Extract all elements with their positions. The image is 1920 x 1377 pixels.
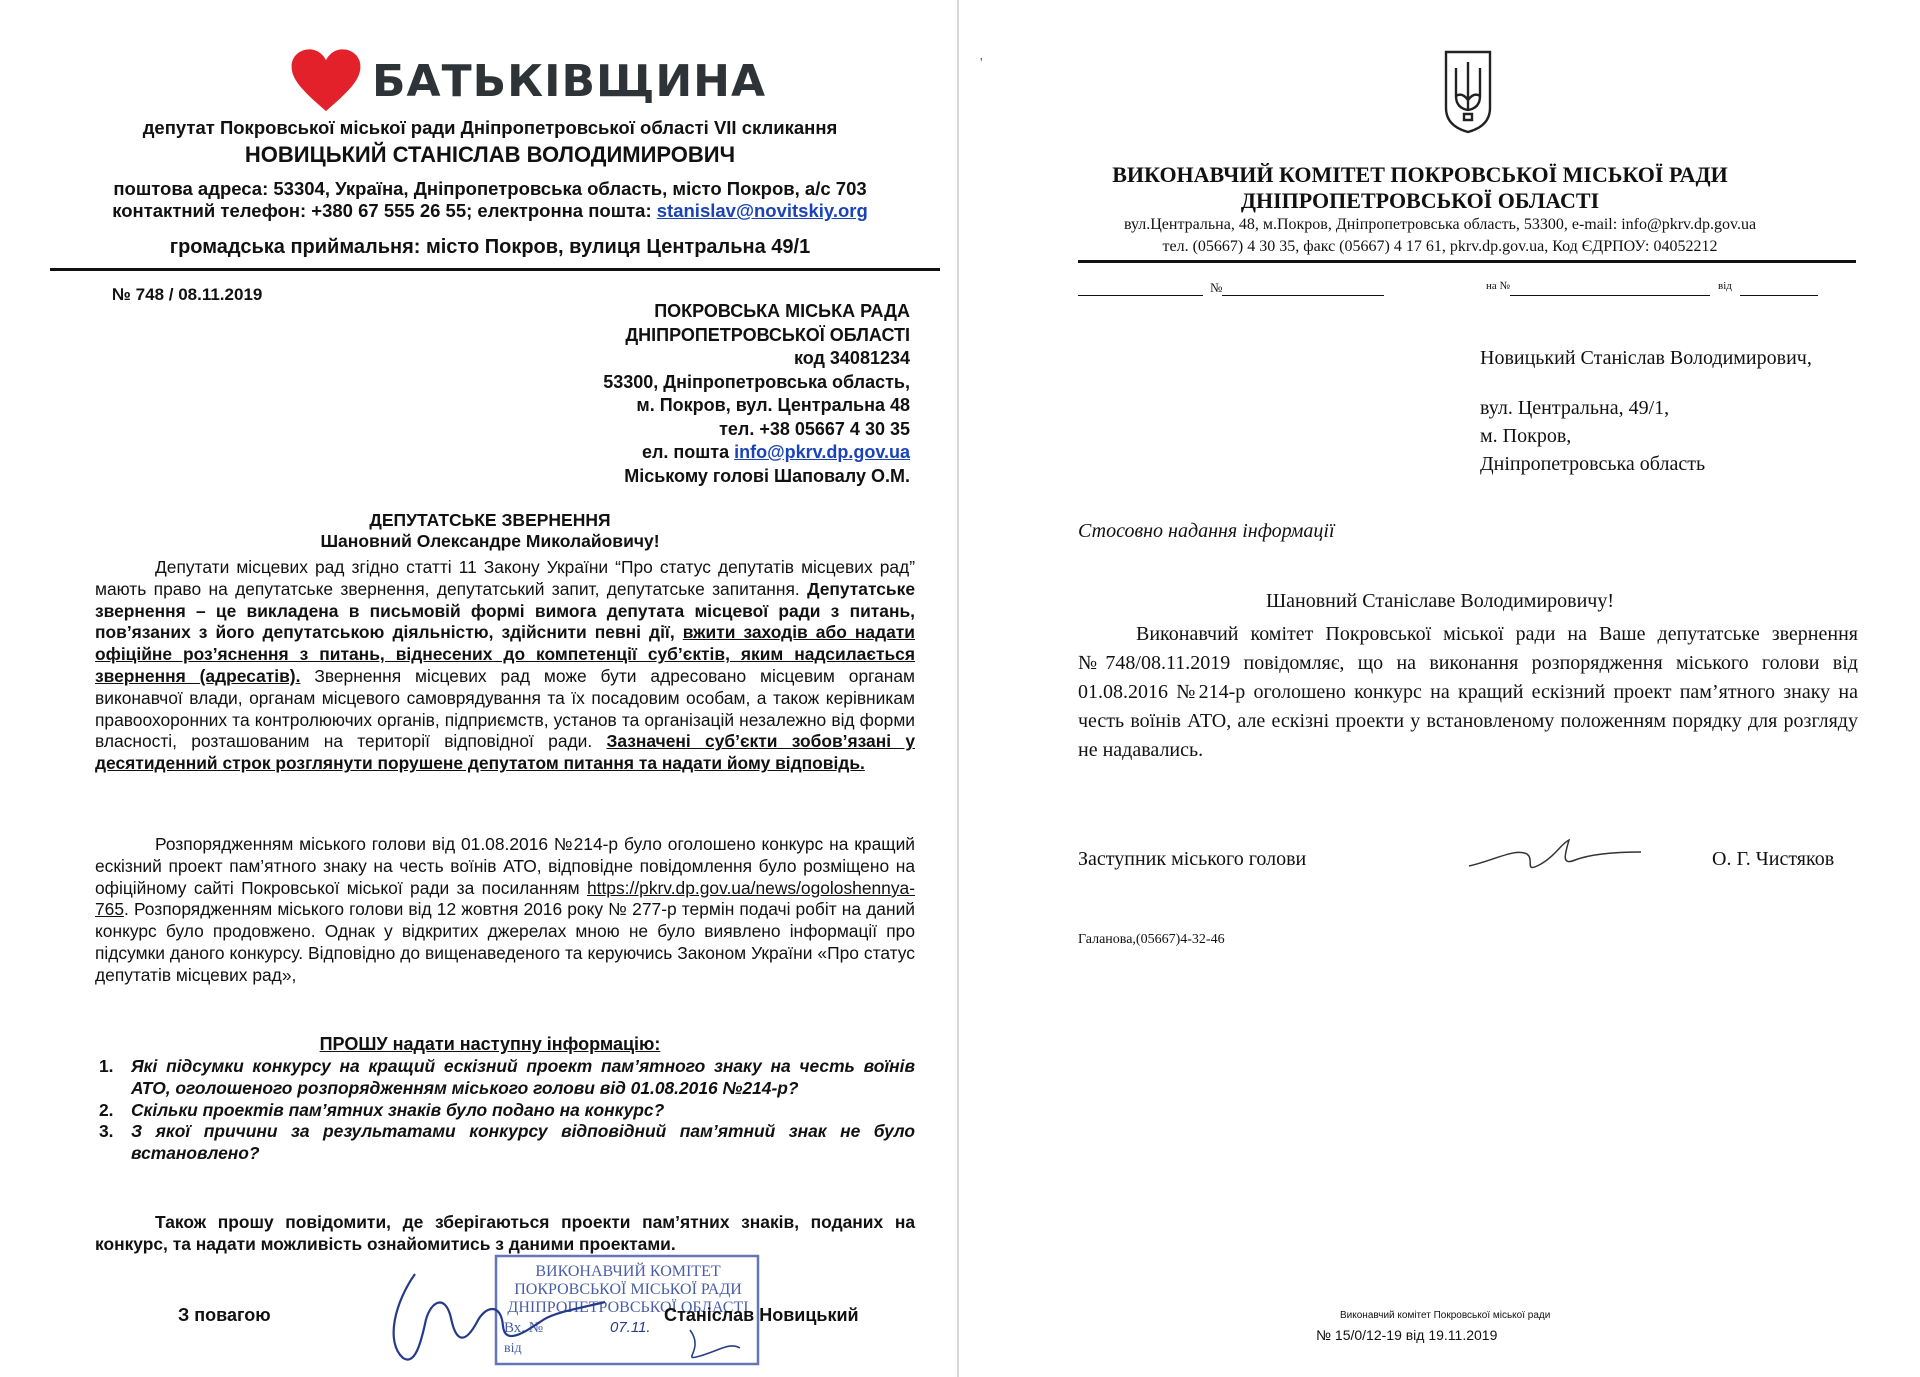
list-number: 3. [99, 1121, 114, 1142]
address-line: вул. Центральна, 49/1, [1480, 397, 1670, 419]
list-number: 1. [99, 1056, 114, 1076]
list-number: 2. [99, 1099, 114, 1120]
reply-body: Виконавчий комітет Покровської міської ради на Ваше депутатське звернення №748/08.11.2019 повідомляє, що на виконання розпорядження міського голови від 01.08.2016 №214-р оголошено конкурс на кращий ескізний проект пам’ятного знаку на честь воїнів АТО, але ескізні проекти у встановленому положенням порядку для розгляду не надавались. [1078, 623, 1858, 761]
reply-from-line [1740, 295, 1818, 296]
para1-bold-underlined-2: Зазначені суб’єкти зобов’язані у десятиденний строк розглянути порушене депутатом питання та надати йому відповідь. [95, 731, 915, 774]
stamp-date: 07.11. [610, 1319, 651, 1336]
salutation: Шановний Олександре Миколайовичу! [320, 531, 660, 551]
deputy-signature [385, 1262, 615, 1372]
list-item [95, 1056, 915, 1100]
reception-address: громадська приймальня: місто Покров, вулиця Центральна 49/1 [169, 236, 811, 258]
stamp-scribble [690, 1330, 740, 1358]
para1-text-2: Звернення місцевих рад може бути адресовано місцевим органам виконавчої влади, органам місцевого самоврядування та їх посадовим особам, а також керівникам правоохоронних та контролюючих органів, підприємств, установ та організацій незалежно від форми власності, розташованим на території відповідної ради. [95, 665, 915, 752]
para1-bold: Депутатське звернення – це викладена в письмовій формі вимога депутата місцевої ради з питань, пов’язаних з його депутатською діяльністю, здійснити певні дії, [95, 578, 915, 643]
reply-to-label: на № [1486, 280, 1511, 292]
deputy-mayor-title: Заступник міського голови [1078, 848, 1307, 870]
list-item [95, 1121, 915, 1165]
registration-stamp-org: Виконавчий комітет Покровської міської ради [1340, 1310, 1551, 1321]
addressee-line: м. Покров, вул. Центральна 48 [636, 395, 910, 415]
registration-number: № 15/0/12-19 від 19.11.2019 [1316, 1327, 1498, 1343]
logo-text: БАТЬКІВЩИНА [372, 55, 767, 107]
document-number: № 748 / 08.11.2019 [112, 285, 263, 304]
addressee-line: ПОКРОВСЬКА МІСЬКА РАДА [654, 301, 910, 321]
para1-bold-underlined: вжити заходів або надати офіційне роз’яснення з питань, віднесених до компетенції суб’єктів, яким надсилається звернення (адресатів). [95, 622, 915, 686]
addressee-email-link[interactable]: info@pkrv.dp.gov.ua [734, 442, 910, 462]
deputy-name: НОВИЦЬКИЙ СТАНІСЛАВ ВОЛОДИМИРОВИЧ [244, 142, 736, 167]
addressee-line: 53300, Дніпропетровська область, [603, 371, 910, 392]
additional-request-text: Також прошу повідомити, де зберігаються проекти пам’ятних знаків, поданих на конкурс, та надати можливість ознайомитись з даними проектами. [95, 1212, 915, 1254]
recipient-address [1480, 394, 1705, 478]
committee-contacts: тел. (05667) 4 30 35, факс (05667) 4 17 61, pkrv.dp.gov.ua, Код ЄДРПОУ: 04052212 [1162, 238, 1718, 255]
list-text: Які підсумки конкурсу на кращий ескізний проект пам’ятного знаку на честь воїнів АТО, оголошеного розпорядженням міського голови від 01.08.2016 №214-р? [131, 1056, 915, 1098]
address-line: Дніпропетровська область [1480, 453, 1706, 475]
contact-email-link[interactable]: stanislav@novitskiy.org [656, 200, 868, 221]
request-heading: ПРОШУ надати наступну інформацію: [319, 1034, 661, 1054]
stamp-line: Вх. № [504, 1320, 544, 1336]
request-list [95, 1056, 915, 1165]
right-letter [960, 0, 1920, 1377]
coat-of-arms-icon [1442, 48, 1494, 134]
header-rule [50, 268, 940, 271]
addressee-line: код 34081234 [793, 348, 910, 368]
document-title: ДЕПУТАТСЬКЕ ЗВЕРНЕННЯ [369, 510, 611, 530]
addressee-line: тел. +38 05667 4 30 35 [719, 418, 910, 439]
reg-number-line [1222, 295, 1384, 296]
greeting: Шановний Станіславе Володимировичу! [1265, 590, 1615, 612]
list-item [95, 1100, 915, 1122]
postal-address: поштова адреса: 53304, Україна, Дніпропетровська область, місто Покров, а/с 703 [113, 178, 867, 199]
header-rule [1078, 260, 1856, 263]
reg-number-label: № [1210, 280, 1223, 295]
official-signature [1465, 830, 1645, 880]
paragraph-2 [95, 834, 915, 987]
recipient-name: Новицький Станіслав Володимирович, [1480, 347, 1812, 369]
addressee-email-line [350, 441, 910, 465]
announcement-link[interactable]: https://pkrv.dp.gov.ua/news/ogoloshennya-765 [95, 877, 915, 920]
executor-contact: Галанова,(05667)4-32-46 [1078, 932, 1225, 947]
deputy-title: депутат Покровської міської ради Дніпропетровської області VІІ скликання [142, 117, 838, 138]
stamp-line: від [504, 1341, 522, 1356]
para2-text-2: . Розпорядженням міського голови від 12 жовтня 2016 року № 277-р термін подачі робіт на даний конкурс було продовжено. Однак у відкритих джерелах мною не було виявлено інформації про підсумки даного конкурсу. Відповідно до вищенаведеного та керуючись Законом України «Про статус депутатів місцевих рад», [95, 899, 915, 985]
para1-text: Депутати місцевих рад згідно статті 11 Закону України “Про статус депутатів місцевих рад” мають право на депутатське звернення, депутатський запит, депутатське запитання. [95, 557, 915, 599]
reply-from-label: від [1718, 280, 1732, 292]
address-line: м. Покров, [1480, 425, 1572, 447]
email-label: ел. пошта [641, 442, 735, 462]
addressee-block [350, 300, 910, 488]
list-text: З якої причини за результатами конкурсу відповідний пам’ятний знак не було встановлено? [131, 1121, 915, 1164]
batkivshchyna-logo [290, 48, 766, 114]
contact-text: контактний телефон: +380 67 555 26 55; електронна пошта: [112, 200, 657, 221]
signer-name: Станіслав Новицький [664, 1305, 859, 1325]
stamp-line: ВИКОНАВЧИЙ КОМІТЕТ [535, 1263, 721, 1280]
region-title: ДНІПРОПЕТРОВСЬКОЇ ОБЛАСТІ [1240, 188, 1600, 213]
committee-address: вул.Центральна, 48, м.Покров, Дніпропетровська область, 53300, e-mail: info@pkrv.dp.gov.ua [1123, 216, 1757, 233]
list-text: Скільки проектів пам’ятних знаків було подано на конкурс? [131, 1099, 665, 1120]
signer-name: О. Г. Чистяков [1712, 848, 1835, 870]
scan-mark: ' [980, 56, 983, 71]
reply-to-line [1510, 295, 1710, 296]
heart-icon [290, 48, 362, 114]
letter-subject: Стосовно надання інформації [1078, 520, 1335, 542]
stamp-line: ДНІПРОПЕТРОВСЬКОЇ ОБЛАСТІ [507, 1299, 749, 1316]
executive-committee-title: ВИКОНАВЧИЙ КОМІТЕТ ПОКРОВСЬКОЇ МІСЬКОЇ РАДИ [1112, 162, 1728, 187]
closing: З повагою [178, 1305, 271, 1325]
reg-date-line [1078, 295, 1203, 296]
addressee-line: Міському голові Шаповалу О.М. [624, 465, 910, 486]
stamp-line: ПОКРОВСЬКОЇ МІСЬКОЇ РАДИ [514, 1281, 742, 1298]
addressee-line: ДНІПРОПЕТРОВСЬКОЇ ОБЛАСТІ [625, 324, 910, 345]
paragraph-1 [95, 557, 915, 775]
para2-text: Розпорядженням міського голови від 01.08.2016 №214-р було оголошено конкурс на кращий ескізний проект пам’ятного знаку на честь воїнів АТО, відповідне повідомлення було розміщено на офіційному сайті Покровської міської ради за посиланням [95, 834, 915, 898]
contact-line [50, 200, 930, 222]
